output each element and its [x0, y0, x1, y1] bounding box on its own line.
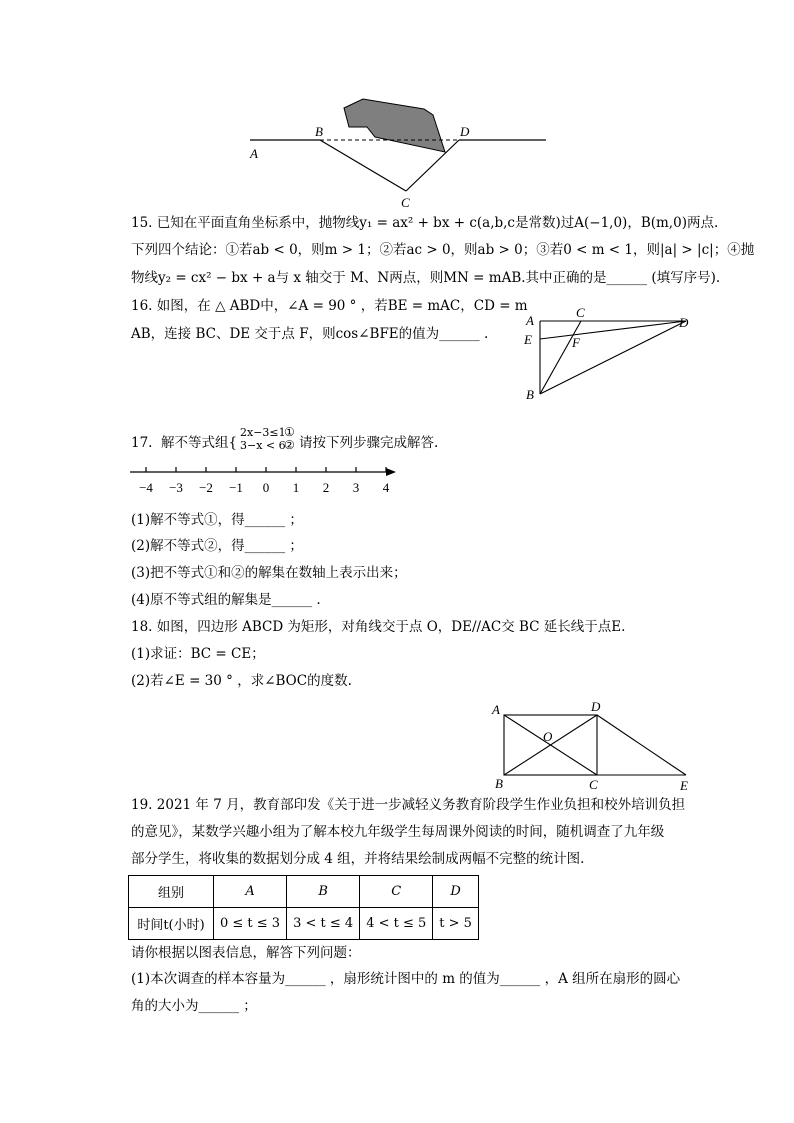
label-b: B [315, 124, 323, 139]
q19-line2: 的意见》，某数学兴趣小组为了解本校九年级学生每周课外阅读的时间，随机调查了九年级 [131, 824, 665, 840]
trench-figure [240, 95, 560, 215]
table-cell: 组别 [129, 876, 214, 908]
q15-number: 15. [131, 215, 153, 231]
q19-line1: 2021 年 7 月，教育部印发《关于进一步减轻义务教育阶段学生作业负担和校外培训负担 [156, 797, 686, 813]
tick-label: −3 [169, 480, 183, 495]
q15-line2: 下列四个结论：①若ab < 0，则m > 1；②若ac > 0，则ab > 0；③若0 < m < 1，则|a| > |c|；④抛 [131, 242, 755, 258]
q18-label-b: B [495, 776, 503, 791]
q17-step2: (2)解不等式②，得______ ； [131, 538, 303, 554]
table-header-row [129, 876, 479, 908]
table-cell: 时间t(小时) [129, 908, 214, 940]
tick-label: −2 [199, 480, 213, 495]
q18-line3: (2)若∠E = 30 ° ，求∠BOC的度数. [131, 673, 352, 689]
tick-label: 1 [292, 480, 300, 495]
q16-triangle-figure [520, 302, 700, 404]
q16-number: 16. [131, 298, 153, 314]
q16-line1: 如图，在 △ ABD中，∠A = 90 ° ，若BE = mAC，CD = m [156, 298, 528, 314]
q17-step3: (3)把不等式①和②的解集在数轴上表示出来； [131, 565, 407, 581]
table-cell: B [287, 876, 360, 908]
q19-line6: 角的大小为______ ； [131, 998, 257, 1014]
q18-rectangle-figure [488, 700, 698, 795]
slope-left [320, 140, 406, 191]
number-line [128, 462, 408, 498]
q18-line1: 如图，四边形 ABCD 为矩形，对角线交于点 O，DE//AC交 BC 延长线于点E. [156, 619, 626, 635]
q16-label-d: D [679, 315, 689, 330]
q18-label-c: C [589, 777, 598, 792]
table-cell: 3 < t ≤ 4 [287, 908, 360, 940]
q17-step1: (1)解不等式①，得______ ； [131, 512, 303, 528]
table-cell: C [360, 876, 433, 908]
q18-label-o: O [543, 729, 553, 744]
q15-line1: 已知在平面直角坐标系中，抛物线y₁ = ax² + bx + c(a,b,c是常数)过A(−1,0)，B(m,0)两点. [156, 215, 719, 231]
q18-line2: (1)求证：BC = CE； [131, 646, 265, 662]
table-cell: A [214, 876, 287, 908]
q16-line2: AB，连接 BC、DE 交于点 F，则cos∠BFE的值为______ . [131, 326, 489, 342]
q18-label-d: D [591, 700, 601, 714]
q15-line3: 物线y₂ = cx² − bx + a与 x 轴交于 M、N两点，则MN = mAB.其中正确的是______ (填写序号). [131, 270, 721, 286]
q17-number: 17. [131, 435, 153, 451]
table-cell: 0 ≤ t ≤ 3 [214, 908, 287, 940]
table-row [129, 908, 479, 940]
q18-number: 18. [131, 619, 153, 635]
arrow-head [386, 468, 396, 476]
tick-label: 0 [262, 480, 270, 495]
q16-label-f: F [572, 335, 580, 350]
q16-label-e: E [524, 332, 532, 347]
shaded-region [344, 99, 445, 152]
tick-label: −1 [229, 480, 243, 495]
q16-label-a: A [526, 313, 534, 328]
label-a: A [250, 146, 258, 161]
q17-prefix: 解不等式组{ [161, 435, 238, 451]
q17-suffix: 请按下列步骤完成解答. [299, 435, 439, 451]
label-d: D [460, 124, 470, 139]
tick-label: 4 [382, 480, 390, 495]
q17-step4: (4)原不等式组的解集是______ . [131, 592, 321, 608]
q19-line5: (1)本次调查的样本容量为______ ，扇形统计图中的 m 的值为______ ，A 组所在扇形的圆心 [131, 971, 681, 987]
q18-label-a: A [492, 702, 500, 717]
table-cell: 4 < t ≤ 5 [360, 908, 433, 940]
table-cell: t > 5 [433, 908, 479, 940]
q18-label-e: E [680, 778, 688, 793]
label-c: C [401, 195, 410, 210]
q19-line3: 部分学生，将收集的数据划分成 4 组，并将结果绘制成两幅不完整的统计图. [131, 851, 585, 867]
q19-number: 19. [131, 797, 153, 813]
q17-ineq2: 3−x < 6 [240, 439, 286, 452]
q16-label-c: C [576, 305, 585, 320]
tick-label: 2 [322, 480, 330, 495]
q19-line4: 请你根据以图表信息，解答下列问题： [131, 945, 361, 961]
tick-label: −4 [139, 480, 153, 495]
q17-mark2: ② [284, 438, 295, 452]
table-cell: D [433, 876, 479, 908]
q16-label-b: B [526, 387, 534, 402]
q17-ineq1: 2x−3≤1 [240, 426, 286, 439]
tick-label: 3 [352, 480, 360, 495]
q17-mark1: ① [284, 425, 295, 439]
group-table [128, 875, 479, 940]
